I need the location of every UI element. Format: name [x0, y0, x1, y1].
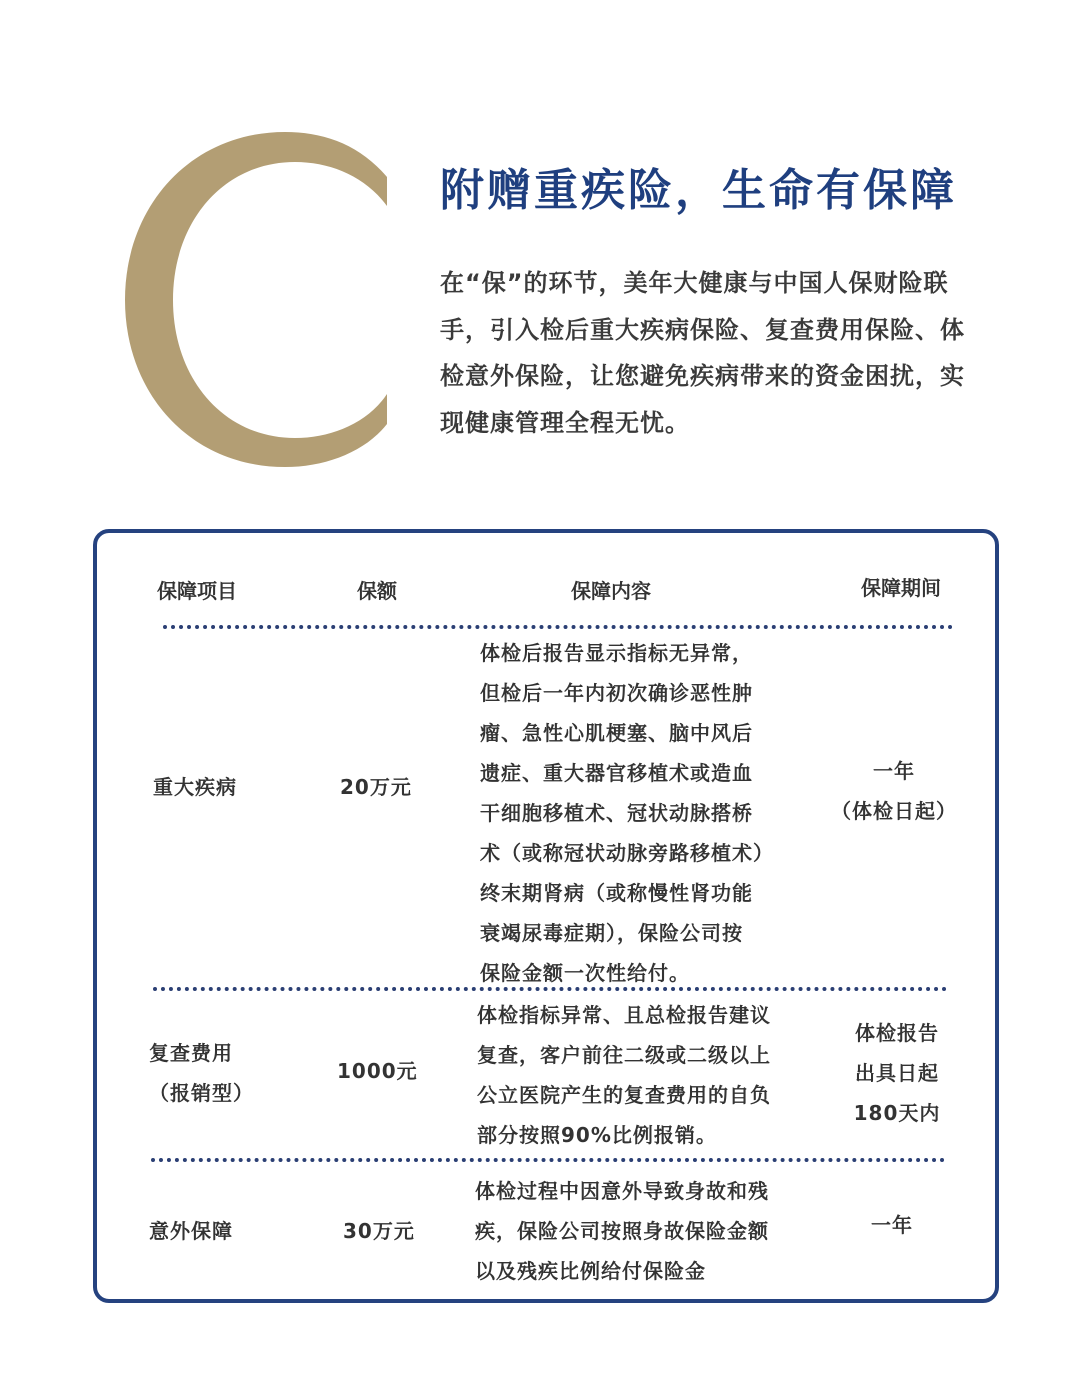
row2-content-line: 部分按照90%比例报销。 — [477, 1123, 717, 1147]
row2-content-line: 复查，客户前往二级或二级以上 — [477, 1043, 771, 1067]
header-content: 保障内容 — [571, 579, 651, 603]
row2-period-line: 出具日起 — [855, 1061, 939, 1085]
row3-item — [149, 1211, 233, 1251]
coverage-table-card — [93, 529, 999, 1303]
header-item: 保障项目 — [157, 579, 237, 603]
header-amount: 保额 — [357, 579, 397, 603]
row3-period — [827, 1205, 957, 1245]
row-divider — [151, 1158, 945, 1162]
row1-content-line: 体检后报告显示指标无异常， — [480, 641, 753, 665]
row1-period-line: （体检日起） — [831, 799, 957, 823]
header-divider — [163, 625, 953, 629]
row3-period-line: 一年 — [871, 1213, 913, 1237]
row1-period-line: 一年 — [873, 759, 915, 783]
intro-paragraph: 在“保”的环节，美年大健康与中国人保财险联手，引入检后重大疾病保险、复查费用保险、体检意外保险，让您避免疾病带来的资金困扰，实现健康管理全程无忧。 — [440, 269, 965, 437]
row2-content-line: 公立医院产生的复查费用的自负 — [477, 1083, 771, 1107]
row1-content-line: 遗症、重大器官移植术或造血 — [480, 761, 753, 785]
row1-content-line: 瘤、急性心肌梗塞、脑中风后 — [480, 721, 753, 745]
header-period: 保障期间 — [861, 576, 941, 600]
letter-c-shape — [125, 132, 387, 467]
row2-content — [477, 995, 817, 1155]
row2-period-line: 180天内 — [853, 1101, 941, 1125]
row1-content-line: 干细胞移植术、冠状动脉搭桥 — [480, 801, 753, 825]
row1-content-line: 术（或称冠状动脉旁路移植术） — [480, 841, 774, 865]
row1-content-line: 终末期肾病（或称慢性肾功能 — [480, 881, 753, 905]
big-letter-c-decoration — [125, 132, 395, 467]
row2-content-line: 体检指标异常、且总检报告建议 — [477, 1003, 771, 1027]
row2-period — [832, 1013, 962, 1133]
row3-content-line: 疾，保险公司按照身故保险金额 — [475, 1219, 769, 1243]
row1-amount: 20万元 — [340, 775, 412, 799]
row-divider — [153, 987, 947, 991]
row1-content-line: 衰竭尿毒症期），保险公司按 — [480, 921, 743, 945]
row3-content-line: 以及残疾比例给付保险金 — [475, 1259, 706, 1283]
row1-content-line: 保险金额一次性给付。 — [480, 961, 690, 985]
row2-amount: 1000元 — [337, 1059, 418, 1083]
row1-item — [153, 767, 237, 807]
row1-period — [827, 751, 961, 831]
row3-content-line: 体检过程中因意外导致身故和残 — [475, 1179, 769, 1203]
row1-content-line: 但检后一年内初次确诊恶性肿 — [480, 681, 753, 705]
page-title: 附赠重疾险，生命有保障 — [440, 165, 957, 216]
row3-amount: 30万元 — [343, 1219, 415, 1243]
row2-period-line: 体检报告 — [855, 1021, 939, 1045]
row3-content — [475, 1171, 815, 1291]
row1-item-line: 重大疾病 — [153, 775, 237, 799]
row1-content — [480, 633, 810, 993]
row2-item-line: （报销型） — [149, 1081, 254, 1105]
row2-item — [149, 1033, 254, 1113]
row3-item-line: 意外保障 — [149, 1219, 233, 1243]
row2-item-line: 复查费用 — [149, 1041, 233, 1065]
